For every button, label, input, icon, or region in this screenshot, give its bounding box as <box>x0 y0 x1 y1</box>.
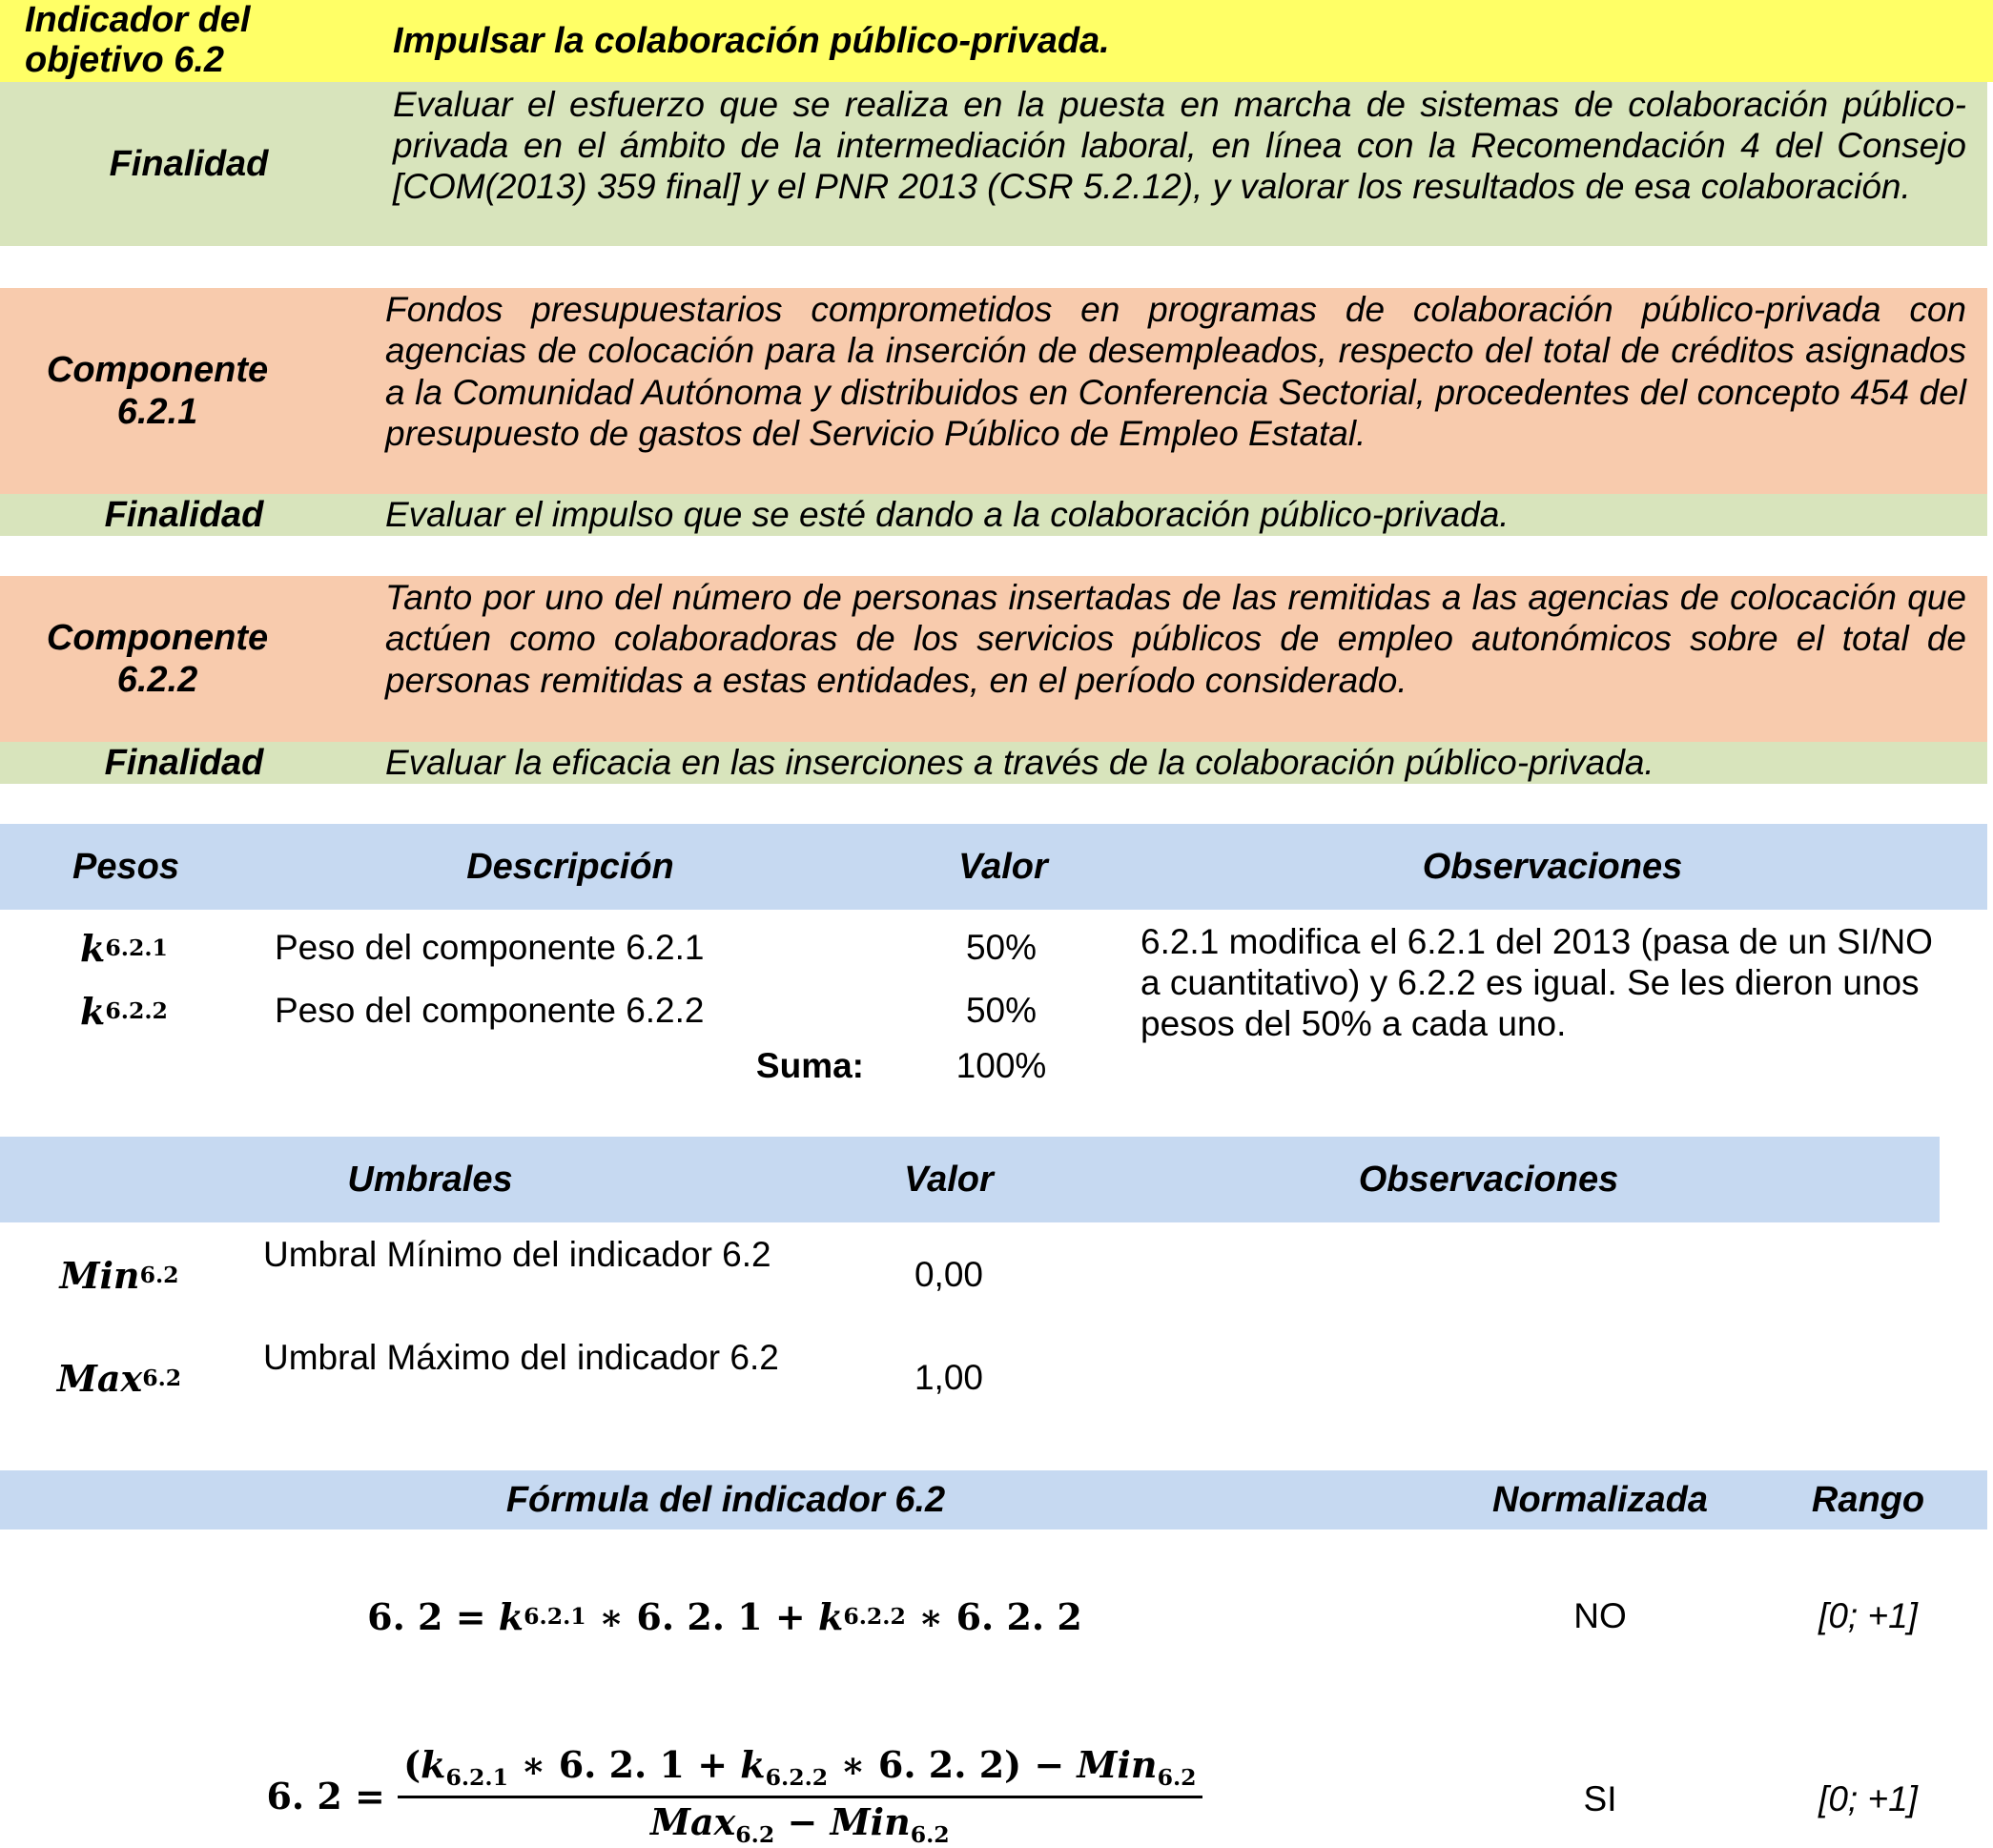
weights-sum-value: 100% <box>955 1046 1047 1085</box>
weight-value: 50% <box>965 928 1038 967</box>
weight-symbol-k621: k 6.2.1 <box>80 926 168 970</box>
weight-symbol-k622: k 6.2.2 <box>80 989 168 1033</box>
threshold-description: Umbral Máximo del indicador 6.2 <box>263 1338 779 1377</box>
threshold-symbol-max: Max 6.2 <box>56 1356 182 1400</box>
indicator-finalidad-label: Finalidad <box>109 143 269 184</box>
formula-1: 6. 2 = k 6.2.1 ∗ 6. 2. 1 + k 6.2.2 ∗ 6. 2. 2 <box>367 1594 1082 1638</box>
threshold-value: 1,00 <box>914 1358 983 1397</box>
formula-2-fraction <box>398 1743 1202 1847</box>
formula-1-rango: [0; +1] <box>1818 1596 1918 1635</box>
thresholds-header-valor: Valor <box>904 1159 994 1200</box>
component1-finalidad-label: Finalidad <box>104 494 264 535</box>
component2-finalidad-text: Evaluar la eficacia en las inserciones a través de la colaboración público-privada. <box>385 743 1654 782</box>
weight-value: 50% <box>965 991 1038 1030</box>
threshold-value: 0,00 <box>914 1255 983 1294</box>
weights-observation: 6.2.1 modifica el 6.2.1 del 2013 (pasa de un SI/NO a cuantitativo) y 6.2.2 es igual. Se les dieron unos pesos del 50% a cada uno. <box>1140 922 1933 1043</box>
component2-label: Componente 6.2.2 <box>46 618 269 700</box>
weight-description: Peso del componente 6.2.2 <box>275 991 705 1030</box>
weights-header-descripcion: Descripción <box>466 846 674 887</box>
indicator-finalidad-text: Evaluar el esfuerzo que se realiza en la puesta en marcha de sistemas de colaboración público-privada en el ámbito de la intermediación laboral, en línea con la Recomendación 4 del Consejo [COM(2013) 359 final] y el PNR 2013 (CSR 5.2.12), y valorar los resultados de esa colaboración. <box>393 85 1966 206</box>
formula-2-denominator: Max$_{6.2}$ − Min$_{6.2}$ <box>649 1799 950 1848</box>
weights-header-observaciones: Observaciones <box>1422 846 1683 887</box>
component1-finalidad-text: Evaluar el impulso que se esté dando a la colaboración público-privada. <box>385 495 1510 534</box>
formula-2-rango: [0; +1] <box>1818 1779 1918 1818</box>
formula-2-numerator: ($k_{6.2.1}$ ∗ 6. 2. $1 + k_{6.2.2}$ ∗ 6. 2. 2) − Min$_{6.2}$ <box>398 1743 1202 1797</box>
formula-1-normalizada: NO <box>1573 1596 1627 1635</box>
indicator-label: Indicador del objetivo 6.2 <box>25 0 251 80</box>
component2-text: Tanto por uno del número de personas insertadas de las remitidas a las agencias de colocación que actúen como colaboradoras de los servicios públicos de empleo autonómicos sobre el total de personas remitidas a estas entidades, en el período considerado. <box>385 578 1966 700</box>
formula-header-formula: Fórmula del indicador 6.2 <box>505 1479 946 1520</box>
weights-header-pesos: Pesos <box>72 846 179 887</box>
component1-text: Fondos presupuestarios comprometidos en programas de colaboración público-privada con agencias de colocación para la inserción de desempleados, respecto del total de créditos asignados a la Comunidad Autónoma y distribuidos en Conferencia Sectorial, procedentes del concepto 454 del presupuesto de gastos del Servicio Público de Empleo Estatal. <box>385 290 1966 453</box>
weight-description: Peso del componente 6.2.1 <box>275 928 705 967</box>
formula-2-normalizada: SI <box>1583 1779 1617 1818</box>
threshold-symbol-min: Min 6.2 <box>59 1253 179 1297</box>
thresholds-header-observaciones: Observaciones <box>1358 1159 1619 1200</box>
weights-sum-label: Suma: <box>755 1046 864 1085</box>
weights-header-valor: Valor <box>958 846 1048 887</box>
threshold-description: Umbral Mínimo del indicador 6.2 <box>263 1235 771 1274</box>
thresholds-header-umbrales: Umbrales <box>347 1159 513 1200</box>
formula-2: 6. 2 = $\frac{(k_{6.2.1} ∗ 6. 2. 1 + k_{6.2.2} ∗ 6. 2. 2) - Min_{6.2}}{Max_{6.2} - Min_{6.2}}$ <box>229 1743 1240 1848</box>
indicator-title: Impulsar la colaboración público-privada. <box>393 20 1110 61</box>
formula-header-rango: Rango <box>1811 1479 1925 1520</box>
component2-finalidad-label: Finalidad <box>104 742 264 783</box>
formula-header-normalizada: Normalizada <box>1492 1479 1708 1520</box>
component1-label: Componente 6.2.1 <box>46 350 269 432</box>
